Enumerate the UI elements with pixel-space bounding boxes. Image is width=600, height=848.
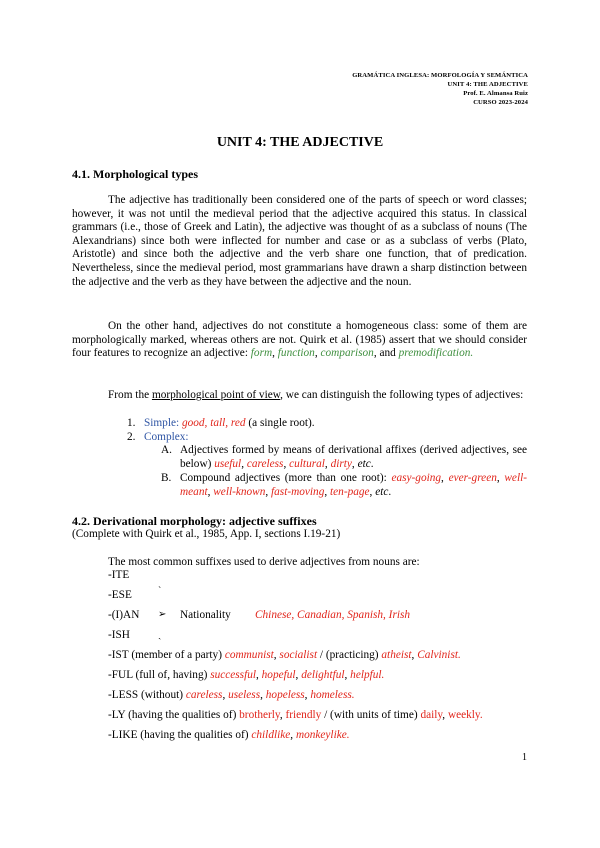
suffix-ful-line: -FUL (full of, having) successful, hopeful, delightful, helpful. — [108, 669, 385, 681]
ly-label: -LY (having the qualities of) — [108, 709, 237, 721]
suffix-intro: The most common suffixes used to derive adjectives from nouns are: — [108, 556, 420, 568]
suffix-ly-line: -LY (having the qualities of) brotherly, friendly / (with units of time) daily, weekly. — [108, 709, 483, 721]
running-header — [352, 71, 528, 107]
suffix-like-line: -LIKE (having the qualities of) childlike, monkeylike. — [108, 729, 350, 741]
suffix-ish: -ISH — [108, 629, 130, 641]
sublist-item-compound: B. Compound adjectives (more than one root): easy-going, ever-green, well-meant, well-known, fast-moving, ten-page, etc. — [161, 472, 527, 498]
header-course: GRAMÁTICA INGLESA: MORFOLOGÍA Y SEMÁNTICA — [352, 72, 528, 79]
features-text: On the other hand, adjectives do not constitute a homogeneous class: some of them are morphologically marked, whereas others are not. Quirk et al. (1985) assert that we should consider four features to recognize an adjective: — [72, 320, 527, 360]
morph-view-post: , we can distinguish the following types of adjectives: — [280, 389, 524, 401]
example-word: fast-moving — [271, 485, 325, 498]
list-item-complex — [127, 430, 189, 444]
example-word: monkeylike. — [295, 729, 350, 741]
example-word: hopeful — [261, 669, 296, 681]
simple-label: Simple: — [143, 417, 180, 429]
example-word: dirty — [330, 457, 352, 470]
sublist-item-derived: A. Adjectives formed by means of derivational affixes (derived adjectives, see below) useful, careless, cultural, dirty, etc. — [161, 444, 527, 470]
simple-examples: good, tall, red — [181, 417, 246, 429]
example-word: Calvinist. — [417, 649, 461, 661]
features-and: and — [379, 347, 396, 360]
suffix-ian: -(I)AN — [108, 609, 140, 621]
suffix-ese: -ESE — [108, 589, 132, 601]
section-reference: (Complete with Quirk et al., 1985, App. I, sections I.19-21) — [72, 528, 341, 540]
ist-label: -IST (member of a party) — [108, 649, 222, 661]
example-word: ever-green — [448, 472, 497, 484]
like-label: -LIKE (having the qualities of) — [108, 729, 249, 741]
ly-mid: / (with units of time) — [324, 709, 418, 721]
example-word: well-known — [213, 485, 266, 498]
example-word: useful — [214, 457, 242, 470]
example-word: careless — [246, 457, 284, 470]
morph-view-pre: From the — [108, 389, 150, 401]
example-word: weekly. — [447, 709, 483, 721]
example-word: helpful. — [350, 669, 385, 681]
arrow-bullet-icon: ➢ — [158, 609, 167, 620]
simple-note: (a single root). — [248, 417, 315, 429]
sublist-marker: A. — [161, 444, 172, 456]
compound-text: Compound adjectives (more than one root): — [180, 472, 387, 484]
example-word: childlike — [251, 729, 291, 741]
complex-label: Complex: — [143, 431, 189, 443]
suffix-ist-line: -IST (member of a party) communist, socialist / (practicing) atheist, Calvinist. — [108, 649, 461, 661]
page-title: UNIT 4: THE ADJECTIVE — [216, 135, 384, 150]
header-year: CURSO 2023-2024 — [473, 99, 528, 106]
example-word: friendly — [285, 709, 322, 721]
header-unit: UNIT 4: THE ADJECTIVE — [447, 81, 528, 88]
list-number: 2. — [127, 431, 136, 443]
brace-bottom-icon: ˏ — [158, 629, 162, 640]
example-word: daily — [420, 709, 443, 721]
example-word: careless — [185, 689, 223, 701]
brace-top-icon: ` — [158, 586, 162, 597]
example-word: well-meant — [180, 472, 527, 498]
example-word: hopeless — [265, 689, 305, 701]
section-heading-morphological-types: 4.1. Morphological types — [72, 167, 198, 181]
example-word: easy-going — [391, 472, 442, 484]
feature-form: form — [250, 347, 273, 360]
example-word: successful — [210, 669, 256, 681]
example-word: brotherly — [239, 709, 280, 721]
example-word: cultural — [289, 457, 325, 470]
example-word: communist — [224, 649, 274, 661]
section-heading-derivational: 4.2. Derivational morphology: adjective suffixes — [72, 514, 317, 528]
header-professor: Prof. E. Almansa Ruiz — [463, 90, 528, 97]
example-word: delightful — [301, 669, 345, 681]
feature-comparison: comparison — [320, 347, 374, 360]
example-word: useless — [228, 689, 261, 701]
paragraph-intro: The adjective has traditionally been considered one of the parts of speech or word classes; however, it was not until the medieval period that the adjective acquired this status. In classical grammars (i.e., those of Greek and Latin), the adjective was thought of as a subclass of nouns (The Alexandrians) since both were inflected for number and case or as a subclass of verbs (Plato, Aristotle) and since both the adjective and the verb share one function, that of predication. Nevertheless, since the medieval period, most grammarians have drawn a sharp distinction between the adjective and the verb as they have between the adjective and the noun. — [72, 194, 527, 288]
example-word: socialist — [279, 649, 318, 661]
example-word: ten-page — [330, 485, 370, 498]
sublist-marker: B. — [161, 472, 172, 484]
feature-function: function — [277, 347, 315, 360]
example-word: homeless. — [310, 689, 355, 701]
ist-mid: / (practicing) — [319, 649, 379, 661]
paragraph-morphological-view — [72, 389, 527, 403]
example-word: atheist — [381, 649, 412, 661]
morphological-point-of-view-text: morphological point of view — [151, 389, 281, 401]
list-number: 1. — [127, 417, 136, 429]
suffix-less-line: -LESS (without) careless, useless, hopeless, homeless. — [108, 689, 355, 701]
list-item-simple — [127, 416, 315, 430]
nationality-examples: Chinese, Canadian, Spanish, Irish — [255, 609, 411, 621]
derived-text: Adjectives formed by means of derivational affixes (derived adjectives, see below) — [180, 444, 527, 470]
page-number: 1 — [522, 752, 527, 763]
paragraph-features: On the other hand, adjectives do not constitute a homogeneous class: some of them are morphologically marked, whereas others are not. Quirk et al. (1985) assert that we should consider four features to recognize an adjective: form, function, comparison, and premodification. — [72, 320, 527, 360]
suffix-ite: -ITE — [108, 569, 130, 581]
etc-text: etc — [357, 457, 371, 470]
etc-text: etc — [375, 485, 389, 498]
feature-premodification: premodification — [398, 347, 471, 360]
less-label: -LESS (without) — [108, 689, 183, 701]
nationality-label: Nationality — [180, 609, 231, 621]
ful-label: -FUL (full of, having) — [108, 669, 208, 681]
